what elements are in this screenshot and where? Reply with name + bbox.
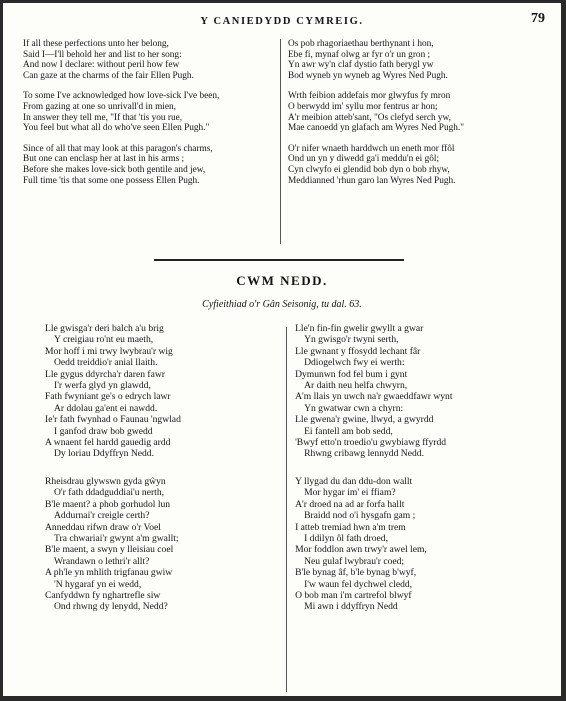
verse-line: Mor hoff i mi trwy lwybrau'r wig <box>45 345 173 357</box>
verse-line: Meddianned 'rhun garo lan Wyres Ned Pugh. <box>288 175 456 186</box>
verse-line: I ddilyn ôl fath droed, <box>304 532 388 544</box>
section-subtitle: Cyfieithiad o'r Gân Seisonig, tu dal. 63. <box>202 299 362 310</box>
verse-line: Ebe fi, mynaf olwg ar fyr o'r un gron ; <box>288 49 431 60</box>
welsh-column <box>282 39 543 196</box>
poem-column-left <box>23 323 283 629</box>
verse-line: Mor foddlon awn trwy'r awel lem, <box>295 544 427 556</box>
verse-line: A'r droed na ad ar forfa hallt <box>295 498 405 510</box>
verse-line: Oedd treiddio'r anial llaith. <box>54 357 158 369</box>
top-verse-grid <box>23 39 543 196</box>
section-rule <box>154 259 404 261</box>
verse-line: Wrandawn o lethri'r allt? <box>54 555 150 567</box>
verse-line: Lle gygus ddyrcha'r daren fawr <box>45 368 166 380</box>
stanza <box>295 476 543 613</box>
verse-line: O bob man i'm cartrefol blwyf <box>295 589 412 601</box>
stanza <box>295 323 543 460</box>
stanza <box>288 91 543 133</box>
running-title: Y CANIEDYDD CYMREIG. <box>200 16 364 27</box>
english-column <box>23 39 282 196</box>
verse-line: Ar daith neu helfa chwyrn, <box>304 380 408 392</box>
verse-line: I'r werfa glyd yn glawdd, <box>54 380 151 392</box>
verse-line: A ph'le yn mhlith trigfanau gwiw <box>45 567 173 579</box>
verse-line: Lle'n fin-fin gwelir gwyllt a gwar <box>295 323 424 334</box>
verse-line: 'N hygaraf yn ei wedd, <box>54 578 142 590</box>
verse-line: Lle gwena'r gwine, llwyd, a gwyrdd <box>295 414 434 426</box>
verse-line: Ond un yn y diwedd ga'i meddu'n ei gôl; <box>288 154 440 165</box>
verse-line: Anneddau rifwn draw o'r Voel <box>45 521 161 533</box>
verse-line: Lle gwnant y ffosydd lechant fâr <box>295 345 421 357</box>
verse-line: 'Bwyf etto'n troedio'u gwybiawg ffyrdd <box>295 437 447 449</box>
verse-line: Ie'r fath fwynhad o Faunau 'ngwlad <box>45 414 181 426</box>
stanza <box>23 39 278 81</box>
verse-line: Y creigiau ro'nt eu maeth, <box>54 334 154 346</box>
verse-line: In answer they tell me, "If that 'tis you rue, <box>23 112 183 123</box>
book-page <box>3 3 561 696</box>
verse-line: Canfyddwn fy nghartrefle siw <box>45 589 161 601</box>
verse-line: B'le bynag âf, b'le bynag b'wyf, <box>295 567 417 579</box>
verse-line: Fath fwyniant ge's o edrych lawr <box>45 391 171 403</box>
section-title: CWM NEDD. <box>236 273 328 288</box>
verse-line: Yn gwatwar cwn a chyrn: <box>304 402 404 414</box>
stanza <box>288 39 543 81</box>
verse-line: But one can enclasp her at last in his arms ; <box>23 154 185 165</box>
verse-line: Cyn clwyfo ei glendid bob dyn o bob rhyw, <box>288 164 450 175</box>
stanza <box>45 323 279 460</box>
column-divider <box>280 39 281 244</box>
verse-line: Rhwng cribawg lennydd Nedd. <box>304 448 424 460</box>
verse-line: Can gaze at the charms of the fair Ellen Pugh. <box>23 70 194 81</box>
verse-line: Said I—I'll behold her and list to her song: <box>23 49 182 60</box>
verse-line: Ar ddolau ga'ent ei nawdd. <box>54 402 158 414</box>
verse-line: Rheisdrau glywswn gyda gŵyn <box>45 475 166 487</box>
verse-line: Lle gwisga'r deri balch a'u brig <box>45 323 164 334</box>
stanza <box>288 144 543 186</box>
verse-line: Addurnai'r creigle certh? <box>54 510 150 522</box>
verse-line: Dymunwn fod fel bum i gynt <box>295 368 408 380</box>
stanza <box>23 91 278 133</box>
verse-line: Since of all that may look at this paragon's charms, <box>23 143 213 154</box>
verse-line: Braidd nod o'i hysgafn gam ; <box>304 510 416 522</box>
verse-line: Mae canoedd yn glafach am Wyres Ned Pugh." <box>288 123 465 134</box>
verse-line: O'r nifer wnaeth harddwch un eneth mor ffôl <box>288 143 455 154</box>
bottom-verse-grid <box>23 323 543 629</box>
verse-line: Yn awr wy'n claf dystio fath berygl yw <box>288 60 434 71</box>
verse-line: Mi awn i ddyffryn Nedd <box>304 601 398 613</box>
stanza <box>45 476 279 613</box>
verse-line: Before she makes love-sick both gentile and jew, <box>23 164 206 175</box>
stanza <box>23 144 278 186</box>
verse-line: I'w waun fel dychwel cledd, <box>304 578 413 590</box>
verse-line: I atteb tremiad hwn a'm trem <box>295 521 406 533</box>
verse-line: Neu gulaf lwybrau'r coed; <box>304 555 405 567</box>
verse-line: Ei fantell am bob sedd, <box>304 425 393 437</box>
verse-line: Os pob rhagoriaethau berthynant i hon, <box>288 39 434 49</box>
verse-line: O berwydd im' syllu mor fentrus ar hon; <box>288 101 438 112</box>
verse-line: And now I declare: without peril how few <box>23 60 180 71</box>
page-number: 79 <box>531 11 545 26</box>
verse-line: Ond rhwng dy lenydd, Nedd? <box>54 601 168 613</box>
verse-line: Y llygad du dan ddu-don wallt <box>295 475 413 487</box>
verse-line: O'r fath ddadguddiai'u nerth, <box>54 487 165 499</box>
verse-line: Wrth feibion addefais mor glwyfus fy mron <box>288 91 451 102</box>
verse-line: I ganfod draw bob gwedd <box>54 425 153 437</box>
verse-line: A'm llais yn uwch na'r gwaeddfawr wynt <box>295 391 453 403</box>
column-divider-lower <box>286 327 287 692</box>
verse-line: Ddiogelwch fwy ei werth: <box>304 357 405 369</box>
verse-line: Full time 'tis that some one possess Ellen Pugh. <box>23 175 200 186</box>
verse-line: From gazing at one so unrivall'd in mien, <box>23 101 176 112</box>
verse-line: B'le maent? a phob gorhudol lun <box>45 498 171 510</box>
verse-line: To some I've acknowledged how love-sick I've been, <box>23 91 220 102</box>
verse-line: A'r meibion atteb'sant, "Os clefyd serch yw, <box>288 112 451 123</box>
verse-line: Tra chwariai'r gwynt a'm gwallt; <box>54 532 179 544</box>
poem-column-right <box>283 323 543 629</box>
verse-line: If all these perfections unto her belong, <box>23 39 169 49</box>
verse-line: Yn gwisgo'r twyni serth, <box>304 334 399 346</box>
verse-line: Bod wyneb yn wyneb ag Wyres Ned Pugh. <box>288 70 448 81</box>
verse-line: You feel but what all do who've seen Ellen Pugh." <box>23 123 210 134</box>
verse-line: Mor hygar im' ei ffiam? <box>304 487 396 499</box>
verse-line: Dy loriau Ddyffryn Nedd. <box>54 448 155 460</box>
verse-line: B'le maent, a swyn y lleisiau coel <box>45 544 174 556</box>
verse-line: A wnaent fel hardd gauedig ardd <box>45 437 171 449</box>
